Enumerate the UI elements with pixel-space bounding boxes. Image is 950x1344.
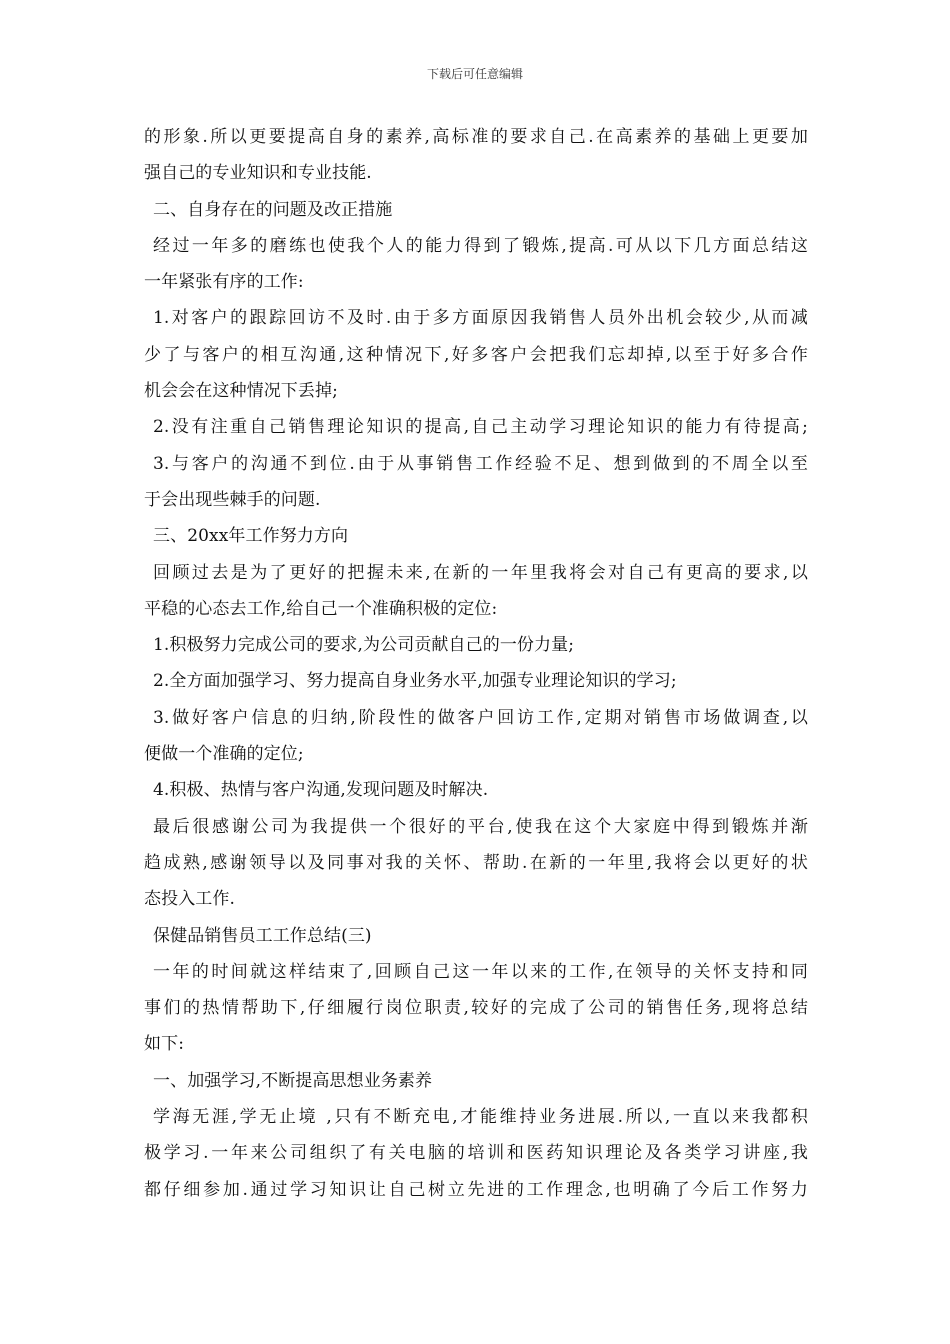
text-line: 经过一年多的磨练也使我个人的能力得到了锻炼,提高.可从以下几方面总结这 [153,235,808,256]
page-header: 下载后可任意编辑 [426,67,523,81]
text-line: 4.积极、热情与客户沟通,发现问题及时解决. [153,780,489,801]
text-line: 都仔细参加.通过学习知识让自己树立先进的工作理念,也明确了今后工作努力 [144,1179,808,1200]
text-line: 二、自身存在的问题及改正措施 [153,199,393,220]
text-line: 态投入工作. [144,889,236,910]
text-line: 于会出现些棘手的问题. [144,489,321,510]
text-line: 少了与客户的相互沟通,这种情况下,好多客户会把我们忘却掉,以至于好多合作 [144,344,808,365]
text-line: 3.做好客户信息的归纳,阶段性的做客户回访工作,定期对销售市场做调查,以 [153,707,808,728]
text-line: 最后很感谢公司为我提供一个很好的平台,使我在这个大家庭中得到锻炼并渐 [153,816,808,837]
text-line: 三、20xx年工作努力方向 [153,526,349,547]
text-line: 事们的热情帮助下,仔细履行岗位职责,较好的完成了公司的销售任务,现将总结 [144,998,808,1019]
text-line: 一年紧张有序的工作: [144,272,304,293]
text-line: 一年的时间就这样结束了,回顾自己这一年以来的工作,在领导的关怀支持和同 [153,961,808,982]
text-line: 3.与客户的沟通不到位.由于从事销售工作经验不足、想到做到的不周全以至 [153,453,808,474]
text-line: 保健品销售员工工作总结(三) [153,925,372,946]
text-line: 便做一个准确的定位; [144,744,304,765]
text-line: 2.没有注重自己销售理论知识的提高,自己主动学习理论知识的能力有待提高; [153,417,808,438]
text-line: 回顾过去是为了更好的把握未来,在新的一年里我将会对自己有更高的要求,以 [153,562,808,583]
text-line: 1.对客户的跟踪回访不及时.由于多方面原因我销售人员外出机会较少,从而减 [153,308,808,329]
text-line: 一、加强学习,不断提高思想业务素养 [153,1070,433,1091]
text-line: 强自己的专业知识和专业技能. [144,163,372,184]
text-line: 趋成熟,感谢领导以及同事对我的关怀、帮助.在新的一年里,我将会以更好的状 [144,852,808,873]
text-line: 如下: [144,1034,185,1055]
text-line: 的形象.所以更要提高自身的素养,高标准的要求自己.在高素养的基础上更要加 [144,127,808,147]
text-line: 平稳的心态去工作,给自己一个准确积极的定位: [144,598,498,619]
text-line: 学海无涯,学无止境 ,只有不断充电,才能维持业务进展.所以,一直以来我都积 [153,1107,808,1128]
text-line: 机会会在这种情况下丢掉; [144,381,338,402]
text-line: 1.积极努力完成公司的要求,为公司贡献自己的一份力量; [153,635,575,656]
text-line: 极学习.一年来公司组织了有关电脑的培训和医药知识理论及各类学习讲座,我 [144,1143,808,1164]
text-line: 2.全方面加强学习、努力提高自身业务水平,加强专业理论知识的学习; [153,671,677,692]
document-body [144,119,808,1208]
